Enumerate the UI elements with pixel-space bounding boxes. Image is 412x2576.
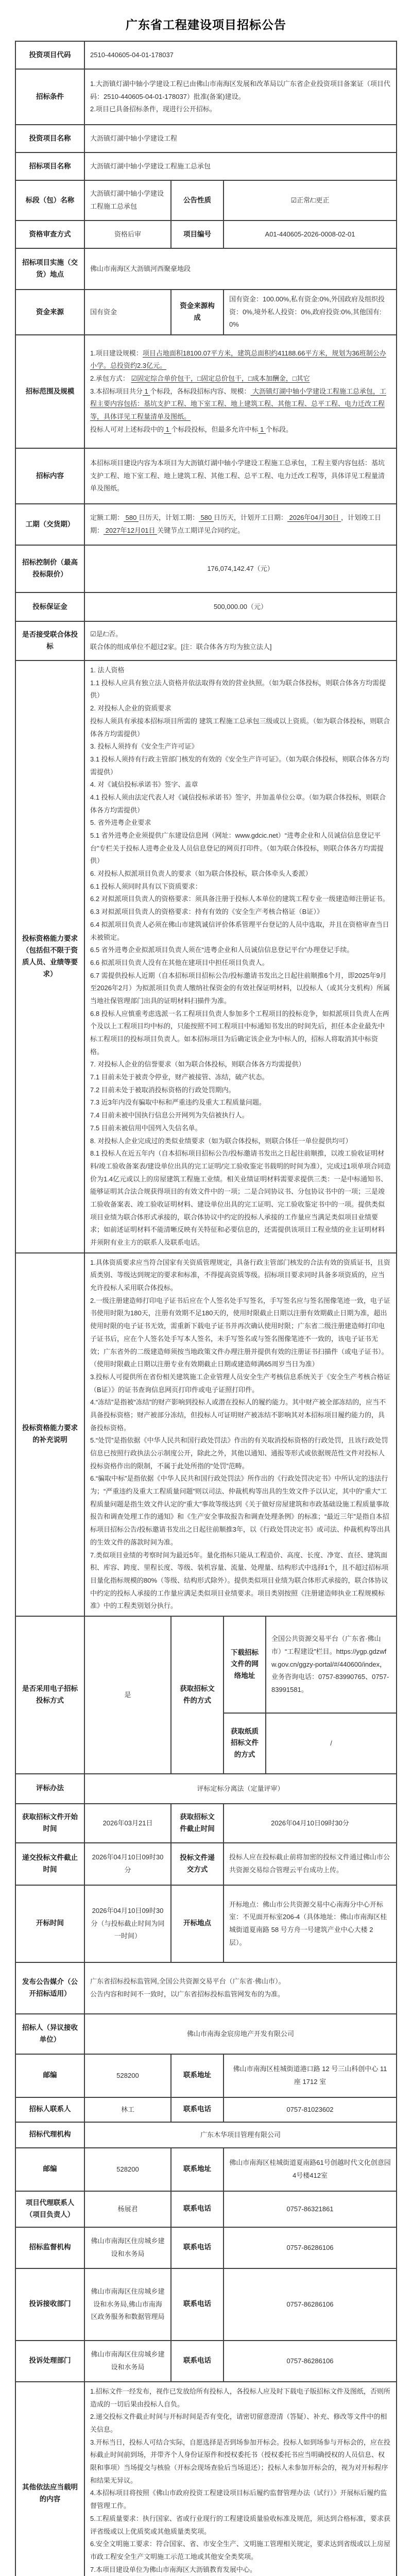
- tel2-value: 0757-86321861: [224, 2191, 397, 2227]
- tel5-value: 0757-86286106: [224, 2341, 397, 2382]
- media-label: 发布公告媒介（公开招标适用）: [15, 1962, 84, 2014]
- tel1-label: 联系电话: [171, 2097, 224, 2122]
- section-value: 大沥镇灯湖中轴小学建设工程施工总承包: [84, 180, 171, 221]
- tel2-label: 联系电话: [171, 2191, 224, 2227]
- row-evaluation: [15, 1774, 397, 1804]
- row-funds: [15, 290, 397, 335]
- doc-start-value: 2026年03月21日: [84, 1804, 171, 1843]
- funds-label: 资金来源: [15, 290, 84, 335]
- control-price-label: 招标控制价（最高投标限价）: [15, 545, 84, 592]
- tel4-value: 0757-86286106: [224, 2268, 397, 2341]
- project-code-label: 投资项目代码: [15, 41, 84, 69]
- scope-label: 招标范围及规模: [15, 335, 84, 448]
- funds-comp-label: 资金来源构成: [171, 290, 224, 335]
- electronic-value: 是: [84, 1616, 171, 1774]
- addr2-value: 佛山市南海区桂城街道夏南路61号创越时代文化创意园4号楼412室: [224, 2148, 397, 2191]
- tender-name-value: 大沥镇灯湖中轴小学建设工程施工总承包: [84, 152, 397, 180]
- funds-value: 国有资金: [84, 290, 171, 335]
- paper-doc-value: /: [266, 1713, 397, 1774]
- submit-deadline-value: 2026年04月10日09时30分: [84, 1843, 171, 1885]
- tender-name-label: 招标项目名称: [15, 152, 84, 180]
- row-contact1: [15, 2097, 397, 2122]
- row-invest-name: [15, 125, 397, 152]
- tel4-label: 联系电话: [171, 2268, 224, 2341]
- control-price-value: 176,074,142.47（元）: [84, 545, 397, 592]
- scope-value: 1.项目建设规模：项目占地面积18100.07平方米，建筑总面积约41188.66平方米，规划为36班制公办小学。总投资约2.3亿元。 2.承包方式： ☑固定综合单价包干，□固定总价包干，□成本加酬金，□其它 3.本招标项目共分 1 个标段，各标段招标内容、规模： 大沥镇灯湖中轴小学建设工程施工总承包，工程主要内容包括：基坑支护工程、地下室工程、地上建筑工程、其他工程、总平工程、电力迁改工程等，具体详见工程量清单及图纸。 投标人可对上述标段中的 1 个标段投标，但最多允许中标 1 个标段。: [84, 335, 397, 448]
- contact2-label: 项目代理联系人（项目负责人）: [15, 2191, 84, 2227]
- row-media: [15, 1962, 397, 2014]
- project-no-label: 项目编号: [171, 221, 224, 248]
- opening-time-label: 开标时间: [15, 1885, 84, 1962]
- electronic-label: 是否采用电子招标投标方式: [15, 1616, 84, 1774]
- zip1-value: 528200: [84, 2054, 171, 2097]
- row-bid-bond: [15, 592, 397, 621]
- tel3-label: 联系电话: [171, 2227, 224, 2268]
- row-scope: [15, 335, 397, 448]
- complaint-handle-value: 佛山市南海区住房城乡建设和水务局: [84, 2341, 171, 2382]
- capability-label: 投标资格能力要求（包括但不限于资质人员、业绩等要求）: [15, 660, 84, 1253]
- row-zip1: [15, 2054, 397, 2097]
- row-submit: [15, 1843, 397, 1885]
- doc-end-value: 2026年04月10日09时30分: [224, 1804, 397, 1843]
- media-value: 广东省招标投标监管网,全国公共资源交易平台（广东省·佛山市）。 公告内容和时间不一致时，以广东省招标投标监管网发布的为准。: [84, 1962, 397, 2014]
- content-value: 本招标项目建设内容为本项目为大沥镇灯湖中轴小学建设工程施工总承包，工程主要内容包括：基坑支护工程、地下室工程、地上建筑工程、其他工程、总平工程、电力迁改工程等，具体详见工程量清单及图纸。: [84, 448, 397, 504]
- submit-way-label: 投标文件递交方式: [171, 1843, 224, 1885]
- tender-conditions-value: 1.大沥镇灯湖中轴小学建设工程已由佛山市南海区发展和改革局以广东省企业投资项目备案证（项目代码：2510-440605-04-01-178037）批准(备案)建设。 2.项目已具备招标条件，现进行公开招标。: [84, 69, 397, 125]
- row-tender-conditions: [15, 69, 397, 125]
- doc-end-label: 获取招标文件截止时间: [171, 1804, 224, 1843]
- capability-value: 1. 法人资格 1.1 投标人应具有独立法人资格并依法取得有效的营业执照。（如为联合体投标，则联合体各方均需提供） 2. 对投标人企业的资质要求 投标人须具有承接本招标项目所需的 建筑工程施工总承包三级或以上资质。（如为联合体投标，则联合体各方均需提供） 3. 投标人须持有《安全生产许可证》 3.1 投标人须持有行政主管部门核发的有效的《安全生产许可证》。（如为联合体投标，则联合体各方均需提供） 4. 对《诚信投标承诺书》签字、盖章 4.1 投标人须由法定代表人对《诚信投标承诺书》签字，并加盖单位公章。（如为联合体投标，则联合体各方均需提供） 5. 省外进粤企业要求 5.1 省外进粤企业须提供广东建设信息网（网址：www.gdcic.net）“进粤企业和人员诚信信息登记平台”专栏关于投标人进粤企业及人员信息登记的网页打印件。（如为联合体投标，则联合体各方均需提供） 6. 对投标人拟派项目负责人的要求（如为联合体投标，联合体牵头人委派） 6.1 投标人须同时具有以下资质要求： 6.2 对拟派项目负责人的资格要求：须具备注册于投标人本单位的建筑工程专业一级建造师注册证书。 6.3 对拟派项目负责人的资格要求：持有有效的《安全生产考核合格证（B证）》 6.4 拟派项目负责人必须在佛山市建筑诚信评价体系管理平台登记的人员中选取，并且在资格审查当日未被锁定。 6.5 省外进粤企业拟派项目负责人须在“进粤企业和人员诚信信息登记平台”办理登记手续。 6.6 拟派项目负责人没有在其他在建项目中担任项目负责人。 6.7 需提供投标人近期（自本招标项目招标公告/投标邀请书发出之日起往前顺推6个月，即2025年9月至2026年2月）为拟派项目负责人缴纳社保资金的有效社保证明材料，以投标人（或其分支机构）所属当地社保管理部门出具的证明材料扫描件为准。 6.8 投标人应慎重考虑选派一名工程项目负责人参加多个工程项目的投标竞争，如拟派项目负责人在两个及以上工程项目均中标的，只能按照不同工程项目中标通知书发出的时间先后，担任本企业最先中标工程项目的投标项目负责人。如本招标项目为后确定该企业为中标人的，招标人将取消其中标资格。 7. 对投标人企业的信誉要求（如为联合体投标，则联合体各方均需提供） 7.1 目前未处于被责令停业，财产被接管、冻结，破产状态。 7.2 目前未处于被取消投标资格的行政处罚期内。 7.3 近3年内没有骗取中标和严重违约及重大工程质量问题。 7.4 目前未被中国执行信息公开网列为失信被执行人。 7.5 目前未被信用中国列入失信名单。 8. 对投标人企业完成过的类似业绩要求（如为联合体投标，则联合体任一单位提供均可） 8.1 投标人在近五年内（自本招标项目招标公告/投标邀请书发出之日起往前顺推，以竣工验收证明材料/竣工验收备案表/建设单位出具的完工证明/完工验收鉴定书载明的时间为准），完成过1项单项合同造价为1.4亿元或以上的房屋建筑工程施工业绩。相关业绩证明材料需要求提供三类：一是中标通知书、能够证明其合法合规获得项目的有效文件中的一项；二是合同协议书、分包协议书中的一项；三是竣工验收备案表、竣工验收证明材料、建设单位出具的完工证明、完工验收鉴定书中的一项。提供类似项目业绩为联合体形式承接的，联合体协议中约定的投标人承接的工作量应当满足类似项目业绩要求；如前述证明材料不能清晰反映有关特征和必要信息的，还需提供该项目工程业绩的业主证明材料并须附有业主方的联系人及联系电话。: [84, 660, 397, 1253]
- row-qualification-review: [15, 221, 397, 248]
- page-title: 广东省工程建设项目招标公告: [126, 18, 286, 31]
- row-complaint-recv: [15, 2268, 397, 2341]
- capability-notes-label: 投标资格能力要求的补充说明: [15, 1253, 84, 1616]
- row-other: [15, 2382, 397, 2576]
- doc-method-label: 获取招标文件的方式: [171, 1616, 224, 1774]
- content-label: 招标内容: [15, 448, 84, 504]
- agency-label: 招标代理机构: [15, 2122, 84, 2148]
- complaint-recv-value: 佛山市南海区住房城乡建设和水务局,佛山市南海区政务服务和数据管理局: [84, 2268, 171, 2341]
- row-capability-notes: [15, 1253, 397, 1616]
- row-complaint-handle: [15, 2341, 397, 2382]
- consortium-label: 是否接受联合体投标: [15, 621, 84, 660]
- supervisor-label: 招标监督机构: [15, 2227, 84, 2268]
- project-code-value: 2510-440605-04-01-178037: [84, 41, 397, 69]
- funds-comp-value: 国有资金：100.00%,私有资金:0%,外国政府及组织投资：0%,境外私人投资：0%,政府投资:0%,其他国有:0%: [224, 290, 397, 335]
- row-consortium: [15, 621, 397, 660]
- row-supervisor: [15, 2227, 397, 2268]
- row-doc-time: [15, 1804, 397, 1843]
- row-agency: [15, 2122, 397, 2148]
- row-zip2: [15, 2148, 397, 2191]
- duration-value: 定额工期： 580 日历天，计划工期： 580 日历天，计划开工日期： 2026年04月30日 ，计划竣工日期： 2027年12月01日 关键节点工期详见合同约定。: [84, 504, 397, 545]
- row-opening: [15, 1885, 397, 1962]
- download-address-label: 下载招标文件的网络地址: [224, 1616, 266, 1713]
- paper-doc-label: 获取纸质招标文件的方式: [224, 1713, 266, 1774]
- addr1-value: 佛山市南海区桂城街道港口路 12 号三山科创中心 11 座 1712 室: [224, 2054, 397, 2097]
- invest-name-value: 大沥镇灯湖中轴小学建设工程: [84, 125, 397, 152]
- evaluation-value: 评标定标分离法（定量评审）: [84, 1774, 397, 1804]
- tel5-label: 联系电话: [171, 2341, 224, 2382]
- tel3-value: 0757-86286106: [224, 2227, 397, 2268]
- location-label: 招标项目实施（交货）地点: [15, 248, 84, 290]
- tender-notice-table: [15, 41, 397, 2576]
- notice-nature-label: 公告性质: [171, 180, 224, 221]
- zip1-label: 邮编: [15, 2054, 84, 2097]
- download-address-value: 全国公共资源交易平台（广东省·佛山市）“工程建设”栏目。https://ygp.gdzwfw.gov.cn/ggzy-portal/#/440600/index，业务咨询电话：0757-83990765、0757-83991581。: [266, 1616, 397, 1713]
- other-label: 其他依法应当载明的内容: [15, 2382, 84, 2576]
- complaint-handle-label: 投诉处理部门: [15, 2341, 84, 2382]
- project-no-value: A01-440605-2026-0008-02-01: [224, 221, 397, 248]
- row-contact2: [15, 2191, 397, 2227]
- opening-time-value: 2026年04月10日09时30分（与投标截止时间为同一时间）: [84, 1885, 171, 1962]
- row-capability: [15, 660, 397, 1253]
- row-electronic: [15, 1616, 397, 1713]
- opening-place-value: 开标地点：佛山市公共资源交易中心南海分中心开标室：不见面开标室206-4（具体地址：佛山市南海区桂城街道夏南路 58 号方舟一号建筑产业中心大楼 2 层）。: [224, 1885, 397, 1962]
- supervisor-value: 佛山市南海区住房城乡建设和水务局: [84, 2227, 171, 2268]
- row-section: [15, 180, 397, 221]
- notice-nature-value: ☑正常/□更正: [224, 180, 397, 221]
- duration-label: 工期（交货期）: [15, 504, 84, 545]
- submit-way-value: 投标人应在投标截止前将加密的投标文件通过佛山市公共资源交易综合管理云平台成功上传。: [224, 1843, 397, 1885]
- contact1-label: 招标人联系人: [15, 2097, 84, 2122]
- row-project-code: [15, 41, 397, 69]
- other-value: 1.招标文件一经发布，视作已发放给所有投标人，各投标人应及时下载电子版招标文件及图纸，否则所造成的一切后果由投标人自负。 2.递交投标文件截止时间与开标时间是否有变化，请密切留意澄清（答疑）、补充、修改等文件中的相关信息。 3.开标当日，投标人可结合实际，自愿选择是否到场参加开标会。投标人如到场参与开标会的，应在投标截止时间前到场，并带齐个人身份证原件和授权委托书（授权委托书应当明确授权的人员信息、权限和事项）当场提交与核验（开标会现场查验后当场退还）；投标人未参加开标会的，视为对开标程序和结果无异议。 4.本招标项目将按照《佛山市政府投资工程建设项目标后履约监督管理办法（试行）》开展标后履约监督管理工作。 5.工程质量要求：执行国家、省或行业现行的工程建设质量验收标准及规范，须达到合格标准，要求获评省级或以上优质奖或其他质量类奖项。 6.安全文明施工要求：符合国家、省、市安全生产、文明施工管理相关规定，要求达到省级或以上房屋市政工程安全生产文明施工示范工地或其他安全类奖项。 7.本项目建设单位为佛山市南海区大沥镇教育发展中心。: [84, 2382, 397, 2576]
- row-tender-name: [15, 152, 397, 180]
- row-content: [15, 448, 397, 504]
- addr1-label: 联系地址: [171, 2054, 224, 2097]
- contact1-value: 林工: [84, 2097, 171, 2122]
- bid-bond-value: 500,000.00（元）: [84, 592, 397, 621]
- bid-bond-label: 投标保证金: [15, 592, 84, 621]
- tel1-value: 0757-81023602: [224, 2097, 397, 2122]
- addr2-label: 联系地址: [171, 2148, 224, 2191]
- qualification-review-label: 资格审查方式: [15, 221, 84, 248]
- row-duration: [15, 504, 397, 545]
- tenderer-label: 招标人（异议接收单位）: [15, 2014, 84, 2054]
- row-location: [15, 248, 397, 290]
- section-label: 标段（包）名称: [15, 180, 84, 221]
- tenderer-value: 佛山市南海金宸房地产开发有限公司: [84, 2014, 397, 2054]
- contact2-value: 杨展君: [84, 2191, 171, 2227]
- row-control-price: [15, 545, 397, 592]
- doc-start-label: 获取招标文件开始时间: [15, 1804, 84, 1843]
- submit-deadline-label: 递交投标文件截止时间: [15, 1843, 84, 1885]
- location-value: 佛山市南海区大沥镇河西聚豪地段: [84, 248, 397, 290]
- evaluation-label: 评标办法: [15, 1774, 84, 1804]
- zip2-value: 528200: [84, 2148, 171, 2191]
- consortium-value: ☑是/□否。 联合体的组成单位不超过2家。[注：联合体各方均为独立法人]: [84, 621, 397, 660]
- complaint-recv-label: 投诉接收部门: [15, 2268, 84, 2341]
- zip2-label: 邮编: [15, 2148, 84, 2191]
- opening-place-label: 开标地点: [171, 1885, 224, 1962]
- agency-value: 广东木华项目管理有限公司: [84, 2122, 397, 2148]
- tender-conditions-label: 招标条件: [15, 69, 84, 125]
- row-tenderer: [15, 2014, 397, 2054]
- qualification-review-value: 资格后审: [84, 221, 171, 248]
- invest-name-label: 投资项目名称: [15, 125, 84, 152]
- capability-notes-value: 1.具体资质要求应当符合国家有关资质管理规定，具备行政主管部门核发的合法有效的资质证书，且资质类别、等级达到规定的要求和标准，不得提高资质等级。招标项目要求同时具备多项资质的，应当允许投标人采用联合体投标。 2.一级注册建造师打印电子证书后应在个人签名处手写签名，手写签名应与签名图像笔迹一致，电子证书使用时限为180天，注册有效期不足180天的，使用时限截止日期以注册有效期截止日期为准，超出使用时限的电子证书无效，需重新下载电子证书并再次确认使用时限；广东省二级注册建造师打印电子证书后，应在个人签名处手写本人签名，未手写签名或与签名图像笔迹不一致的，该电子证书无效；广东省外的二级建造师须按当地政策文件办理注册并提供有效的注册证书扫描件（或电子证书）。（使用时限截止日期以注册专业有效期截止日期或建造师满65周岁当日为准） 3.投标人可提供所在省份相关建筑施工企业管理人员安全生产考核信息系统关于《安全生产考核合格证（B证）》的证书查询信息网页打印件或电子证照打印件。 4.“冻结”是指被“冻结”的财产影响到投标人或潜在投标人的履约能力。其中财产被全部冻结的，应当不具备投标资格；财产被部分冻结，但投标人可证明财产被冻结不影响其对本招标项目履约能力的，具备投标资格。 5.“处罚”是指依据《中华人民共和国行政处罚法》作出的有关取消投标资格的行政处罚，且该行政处罚信息已按照行政执法公示制度公开，除此之外，其他以通知、通报等形式或依据规范性文件对投标人投标资格作出的限制，不属于此处所指的“处罚”范畴。 6.“骗取中标”是指依据《中华人民共和国行政处罚法》所作出的《行政处罚决定书》中所认定的违法行为；“严重违约及重大工程质量问题”则以司法、仲裁机构等出具的生效文件予以认定，其中的“重大”工程质量问题是指生效文件认定的“重大”事故等级达到《关于做好房屋建筑和市政基础设施工程质量事故报告和调查处理工作的通知》和《生产安全事故报告和调查处理条例》的标准；“最近三年”是指自本招标项目招标公告/投标邀请书发出之日起往前顺推3年，以《行政处罚决定书》或司法、仲裁机构等出具的生效文件的落款时间为准。 7.类似项目业绩的考察时间为最近5年。量化指标只能从工程造价、高度、长度、净宽、直径、建筑面积、库容、跨度、里程长度、等级、装机容量、流量、处理量、结构形式中选择1个，且不超过招标项目量化指标规模的80%（等级、结构形式除外）。提供类似项目业绩为联合体形式承接的，联合体协议中约定的投标人承接的工作量应满足类似项目业绩要求。项目类别按照《注册建造师执业工程规模标准》中的工程类别划分执行。: [84, 1253, 397, 1616]
